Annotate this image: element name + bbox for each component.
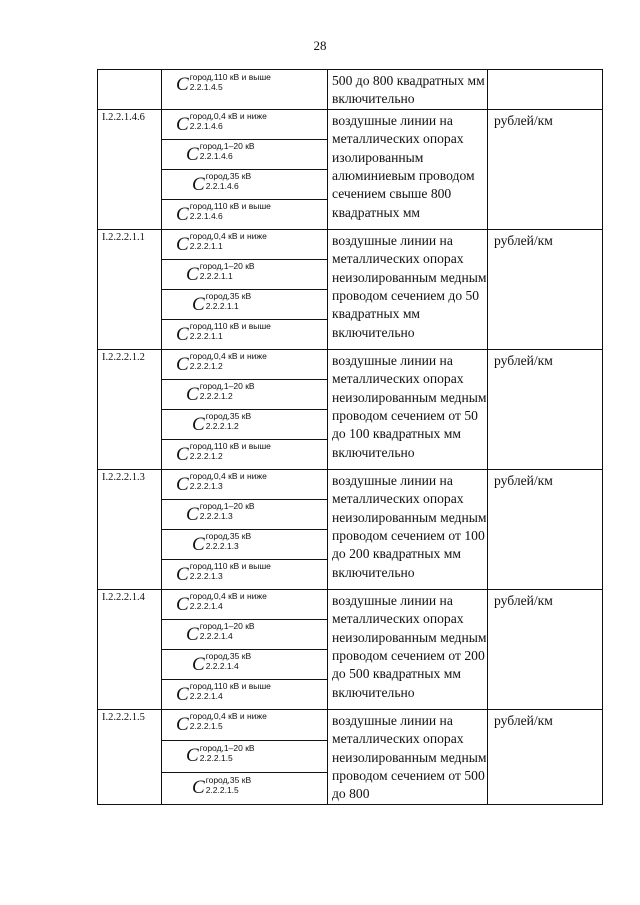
formula-symbol: C — [192, 173, 205, 195]
table-row — [98, 709, 603, 741]
formula-cell — [162, 409, 328, 439]
formula-symbol: C — [186, 503, 199, 525]
formula-superscript: город,0,4 кВ и ниже — [189, 231, 267, 242]
formula-symbol: C — [176, 323, 189, 345]
formula-cell — [162, 139, 328, 169]
formula-subscript: 2.2.1.4.5 — [189, 81, 223, 92]
formula-symbol: C — [176, 353, 189, 375]
formula-symbol: C — [176, 203, 189, 225]
formula-cell — [162, 109, 328, 139]
formula-subscript: 2.2.1.4.6 — [189, 211, 223, 222]
table-row — [98, 469, 603, 499]
formula-superscript: город,35 кВ — [205, 651, 252, 662]
formula-subscript: 2.2.2.1.4 — [189, 691, 223, 702]
formula-symbol: C — [192, 533, 205, 555]
formula-subscript: 2.2.2.1.5 — [205, 784, 239, 795]
rate-formula — [162, 230, 327, 259]
formula-cell — [162, 619, 328, 649]
table-row — [98, 349, 603, 379]
row-code-cell — [98, 70, 162, 110]
rate-formula — [162, 560, 327, 589]
formula-cell — [162, 199, 328, 229]
formula-subscript: 2.2.2.1.3 — [189, 481, 223, 492]
formula-symbol: C — [176, 683, 189, 705]
row-description: воздушные линии на металлических опорах неизолированным медным проводом сечением до 50 квадратных мм включительно — [328, 229, 488, 349]
rate-formula — [162, 70, 327, 99]
row-code: I.2.2.2.1.3 — [98, 469, 162, 589]
formula-subscript: 2.2.2.1.4 — [199, 631, 233, 642]
formula-cell — [162, 169, 328, 199]
formula-symbol: C — [186, 745, 199, 767]
formula-superscript: город,1–20 кВ — [199, 381, 255, 392]
formula-superscript: город,0,4 кВ и ниже — [189, 351, 267, 362]
row-description: воздушные линии на металлических опорах неизолированным медным проводом сечением от 500 до 800 — [328, 709, 488, 804]
formula-superscript: город,1–20 кВ — [199, 261, 255, 272]
row-description: воздушные линии на металлических опорах изолированным алюминиевым проводом сечением свыше 800 квадратных мм — [328, 109, 488, 229]
rate-formula — [162, 650, 327, 679]
formula-superscript: город,110 кВ и выше — [189, 561, 271, 572]
rates-table-body — [98, 70, 603, 805]
formula-cell — [162, 349, 328, 379]
row-description: воздушные линии на металлических опорах неизолированным медным проводом сечением от 200 до 500 квадратных мм включительно — [328, 589, 488, 709]
formula-superscript: город,35 кВ — [205, 774, 252, 785]
formula-superscript: город,110 кВ и выше — [189, 441, 271, 452]
row-unit: рублей/км — [488, 109, 603, 229]
table-row — [98, 589, 603, 619]
formula-subscript: 2.2.2.1.3 — [205, 541, 239, 552]
rate-formula — [162, 710, 327, 739]
formula-superscript: город,110 кВ и выше — [189, 321, 271, 332]
formula-superscript: город,35 кВ — [205, 291, 252, 302]
formula-subscript: 2.2.2.1.3 — [199, 511, 233, 522]
rate-formula — [162, 290, 327, 319]
rate-formula — [162, 620, 327, 649]
formula-cell — [162, 469, 328, 499]
formula-cell — [162, 379, 328, 409]
rate-formula — [162, 470, 327, 499]
rates-table — [97, 69, 603, 805]
formula-subscript: 2.2.2.1.4 — [189, 601, 223, 612]
formula-subscript: 2.2.2.1.5 — [189, 721, 223, 732]
formula-symbol: C — [176, 563, 189, 585]
formula-cell — [162, 529, 328, 559]
formula-symbol: C — [176, 473, 189, 495]
row-code: I.2.2.2.1.4 — [98, 589, 162, 709]
formula-subscript: 2.2.1.4.6 — [189, 121, 223, 132]
rate-formula — [162, 140, 327, 169]
table-row — [98, 229, 603, 259]
formula-cell — [162, 709, 328, 741]
formula-cell — [162, 319, 328, 349]
formula-subscript: 2.2.2.1.1 — [205, 301, 239, 312]
row-description: воздушные линии на металлических опорах неизолированным медным проводом сечением от 50 до 100 квадратных мм включительно — [328, 349, 488, 469]
rate-formula — [162, 320, 327, 349]
formula-cell — [162, 649, 328, 679]
formula-cell — [162, 559, 328, 589]
formula-cell — [162, 439, 328, 469]
formula-cell — [162, 259, 328, 289]
formula-subscript: 2.2.1.4.6 — [199, 151, 233, 162]
row-unit-cell — [488, 70, 603, 110]
row-code: I.2.2.2.1.5 — [98, 709, 162, 804]
formula-cell — [162, 589, 328, 619]
formula-cell — [162, 773, 328, 805]
formula-superscript: город,0,4 кВ и ниже — [189, 591, 267, 602]
row-code: I.2.2.1.4.6 — [98, 109, 162, 229]
formula-subscript: 2.2.2.1.1 — [189, 241, 223, 252]
formula-subscript: 2.2.2.1.2 — [189, 361, 223, 372]
formula-symbol: C — [176, 713, 189, 735]
formula-subscript: 2.2.2.1.3 — [189, 571, 223, 582]
formula-symbol: C — [176, 593, 189, 615]
rate-formula — [162, 773, 327, 802]
formula-subscript: 2.2.2.1.4 — [205, 661, 239, 672]
rate-formula — [162, 741, 327, 770]
formula-cell — [162, 289, 328, 319]
row-code: I.2.2.2.1.2 — [98, 349, 162, 469]
rate-formula — [162, 380, 327, 409]
formula-superscript: город,1–20 кВ — [199, 141, 255, 152]
formula-symbol: C — [176, 233, 189, 255]
formula-symbol: C — [192, 413, 205, 435]
rate-formula — [162, 440, 327, 469]
formula-subscript: 2.2.2.1.1 — [199, 271, 233, 282]
formula-symbol: C — [192, 293, 205, 315]
row-unit: рублей/км — [488, 349, 603, 469]
formula-cell — [162, 229, 328, 259]
rate-formula — [162, 110, 327, 139]
formula-superscript: город,1–20 кВ — [199, 501, 255, 512]
formula-superscript: город,110 кВ и выше — [189, 71, 271, 82]
rate-formula — [162, 350, 327, 379]
formula-subscript: 2.2.1.4.6 — [205, 181, 239, 192]
formula-superscript: город,35 кВ — [205, 171, 252, 182]
rate-formula — [162, 200, 327, 229]
formula-superscript: город,35 кВ — [205, 411, 252, 422]
page-number: 28 — [313, 38, 327, 53]
formula-subscript: 2.2.2.1.2 — [205, 421, 239, 432]
rate-formula — [162, 500, 327, 529]
row-unit: рублей/км — [488, 589, 603, 709]
row-code: I.2.2.2.1.1 — [98, 229, 162, 349]
rate-formula — [162, 530, 327, 559]
rate-formula — [162, 170, 327, 199]
formula-symbol: C — [186, 143, 199, 165]
formula-superscript: город,0,4 кВ и ниже — [189, 111, 267, 122]
formula-superscript: город,1–20 кВ — [199, 621, 255, 632]
formula-superscript: город,1–20 кВ — [199, 742, 255, 753]
row-description: воздушные линии на металлических опорах неизолированным медным проводом сечением от 100 до 200 квадратных мм включительно — [328, 469, 488, 589]
row-unit: рублей/км — [488, 469, 603, 589]
formula-superscript: город,0,4 кВ и ниже — [189, 471, 267, 482]
formula-symbol: C — [192, 653, 205, 675]
formula-cell — [162, 70, 328, 110]
formula-subscript: 2.2.2.1.1 — [189, 331, 223, 342]
formula-symbol: C — [186, 383, 199, 405]
table-row — [98, 109, 603, 139]
formula-subscript: 2.2.2.1.5 — [199, 752, 233, 763]
formula-cell — [162, 499, 328, 529]
rate-formula — [162, 260, 327, 289]
formula-cell — [162, 679, 328, 709]
formula-symbol: C — [186, 263, 199, 285]
rate-formula — [162, 590, 327, 619]
formula-superscript: город,110 кВ и выше — [189, 681, 271, 692]
rate-formula — [162, 410, 327, 439]
formula-symbol: C — [176, 113, 189, 135]
formula-symbol: C — [186, 623, 199, 645]
row-unit: рублей/км — [488, 229, 603, 349]
formula-superscript: город,110 кВ и выше — [189, 201, 271, 212]
formula-symbol: C — [176, 443, 189, 465]
formula-subscript: 2.2.2.1.2 — [189, 451, 223, 462]
row-unit: рублей/км — [488, 709, 603, 804]
formula-symbol: C — [192, 777, 205, 799]
formula-superscript: город,0,4 кВ и ниже — [189, 711, 267, 722]
rate-formula — [162, 680, 327, 709]
formula-subscript: 2.2.2.1.2 — [199, 391, 233, 402]
formula-cell — [162, 741, 328, 773]
formula-symbol: C — [176, 74, 189, 95]
table-row — [98, 70, 603, 110]
row-description: 500 до 800 квадратных мм включительно — [328, 70, 488, 110]
formula-superscript: город,35 кВ — [205, 531, 252, 542]
